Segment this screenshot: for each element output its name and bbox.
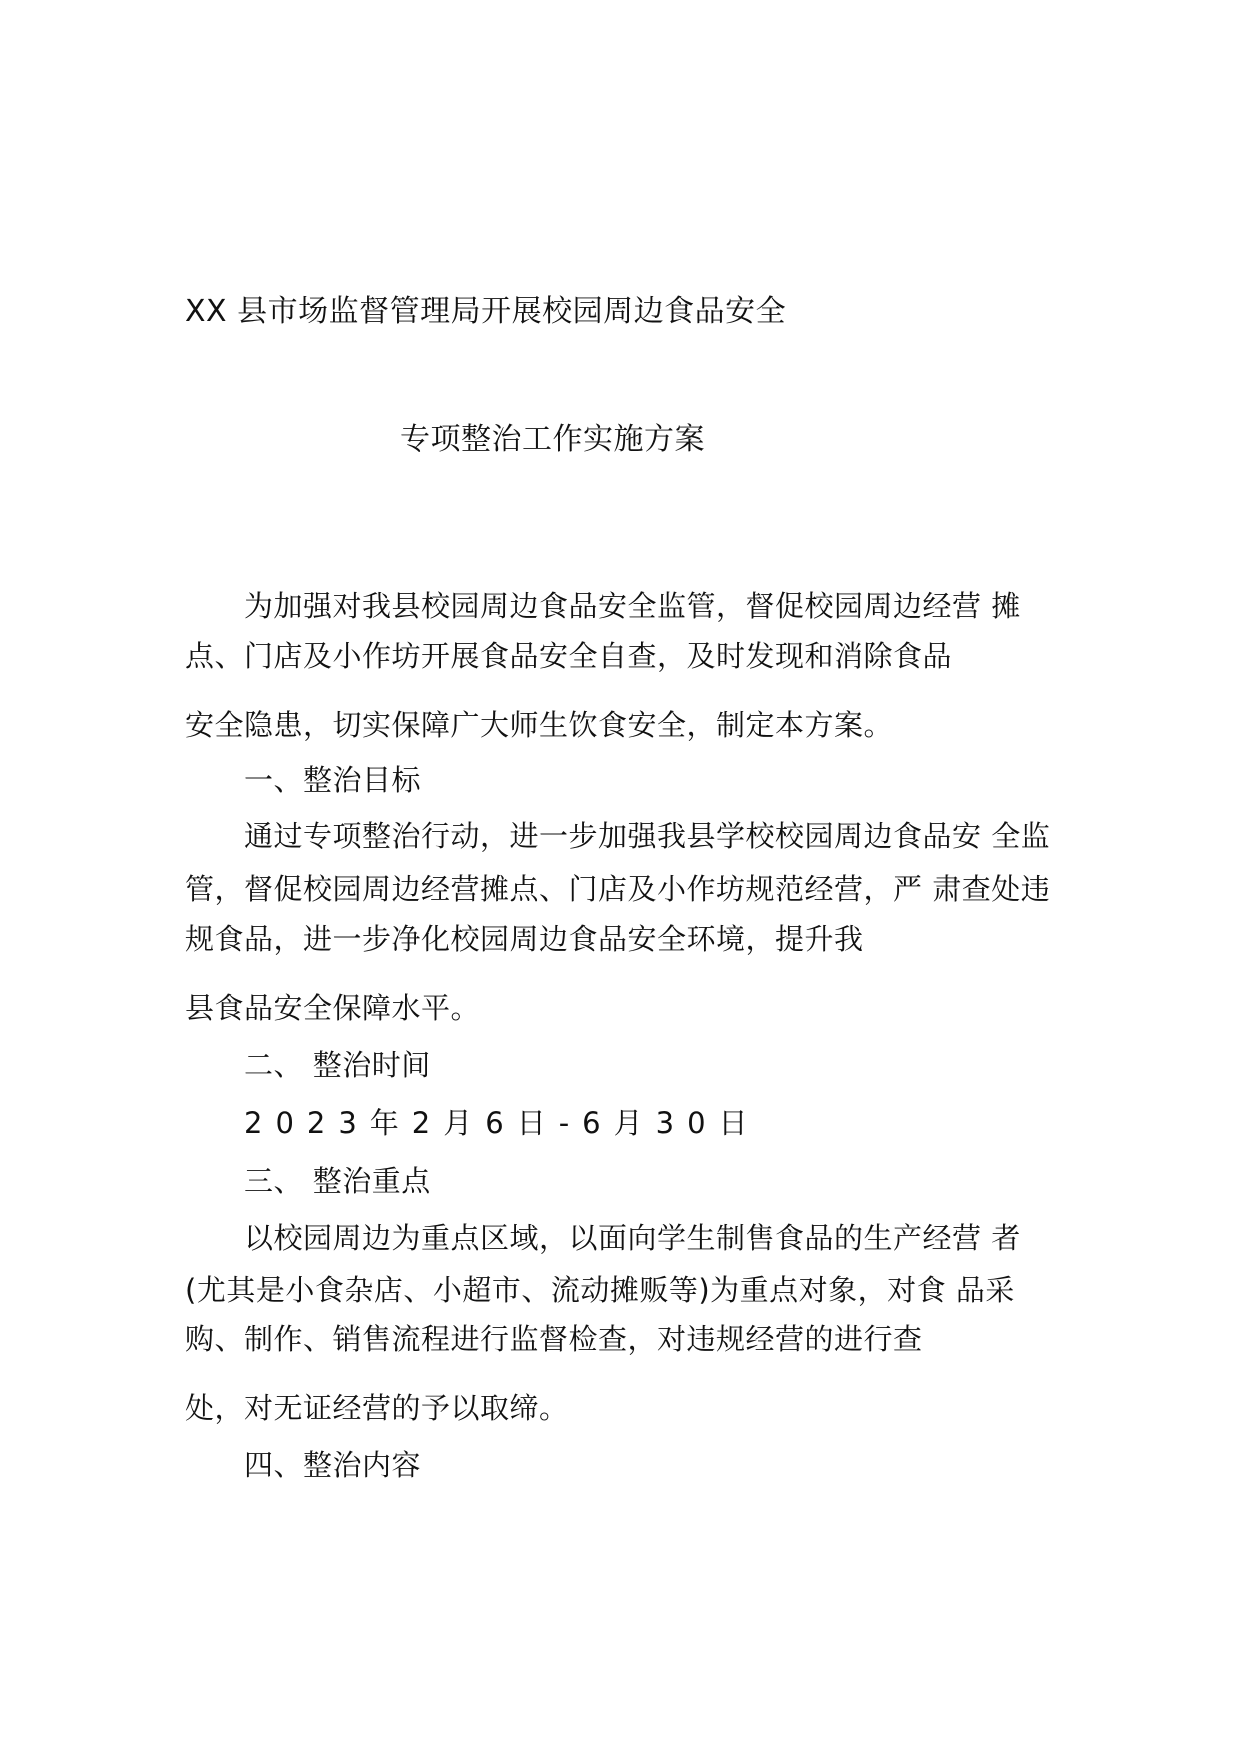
intro-line-1: 为加强对我县校园周边食品安全监管，督促校园周边经营 摊 <box>244 589 1021 623</box>
section-3-heading: 三、 整治重点 <box>244 1164 431 1198</box>
document-title-line-2: 专项整治工作实施方案 <box>400 422 705 457</box>
section-1-line-4: 县食品安全保障水平。 <box>185 991 481 1025</box>
section-4-heading: 四、整治内容 <box>244 1448 422 1482</box>
document-title-line-1: XX 县市场监督管理局开展校园周边食品安全 <box>185 294 787 329</box>
section-3-line-1: 以校园周边为重点区域，以面向学生制售食品的生产经营 者 <box>244 1221 1021 1255</box>
section-2-date: 2023年2月6日-6月30日 <box>244 1106 761 1140</box>
section-1-line-2: 管，督促校园周边经营摊点、门店及小作坊规范经营，严 肃查处违 <box>185 872 1051 906</box>
intro-line-2: 点、门店及小作坊开展食品安全自查，及时发现和消除食品 <box>185 639 953 673</box>
intro-line-3: 安全隐患，切实保障广大师生饮食安全，制定本方案。 <box>185 708 894 742</box>
section-2-heading: 二、 整治时间 <box>244 1048 431 1082</box>
section-3-line-4: 处，对无证经营的予以取缔。 <box>185 1391 569 1425</box>
section-1-line-1: 通过专项整治行动，进一步加强我县学校校园周边食品安 全监 <box>244 819 1051 853</box>
section-3-line-3: 购、制作、销售流程进行监督检查，对违规经营的进行查 <box>185 1322 923 1356</box>
section-1-line-3: 规食品，进一步净化校园周边食品安全环境，提升我 <box>185 922 864 956</box>
section-1-heading: 一、整治目标 <box>244 763 422 797</box>
section-3-line-2: (尤其是小食杂店、小超市、流动摊贩等)为重点对象，对食 品采 <box>185 1273 1015 1307</box>
